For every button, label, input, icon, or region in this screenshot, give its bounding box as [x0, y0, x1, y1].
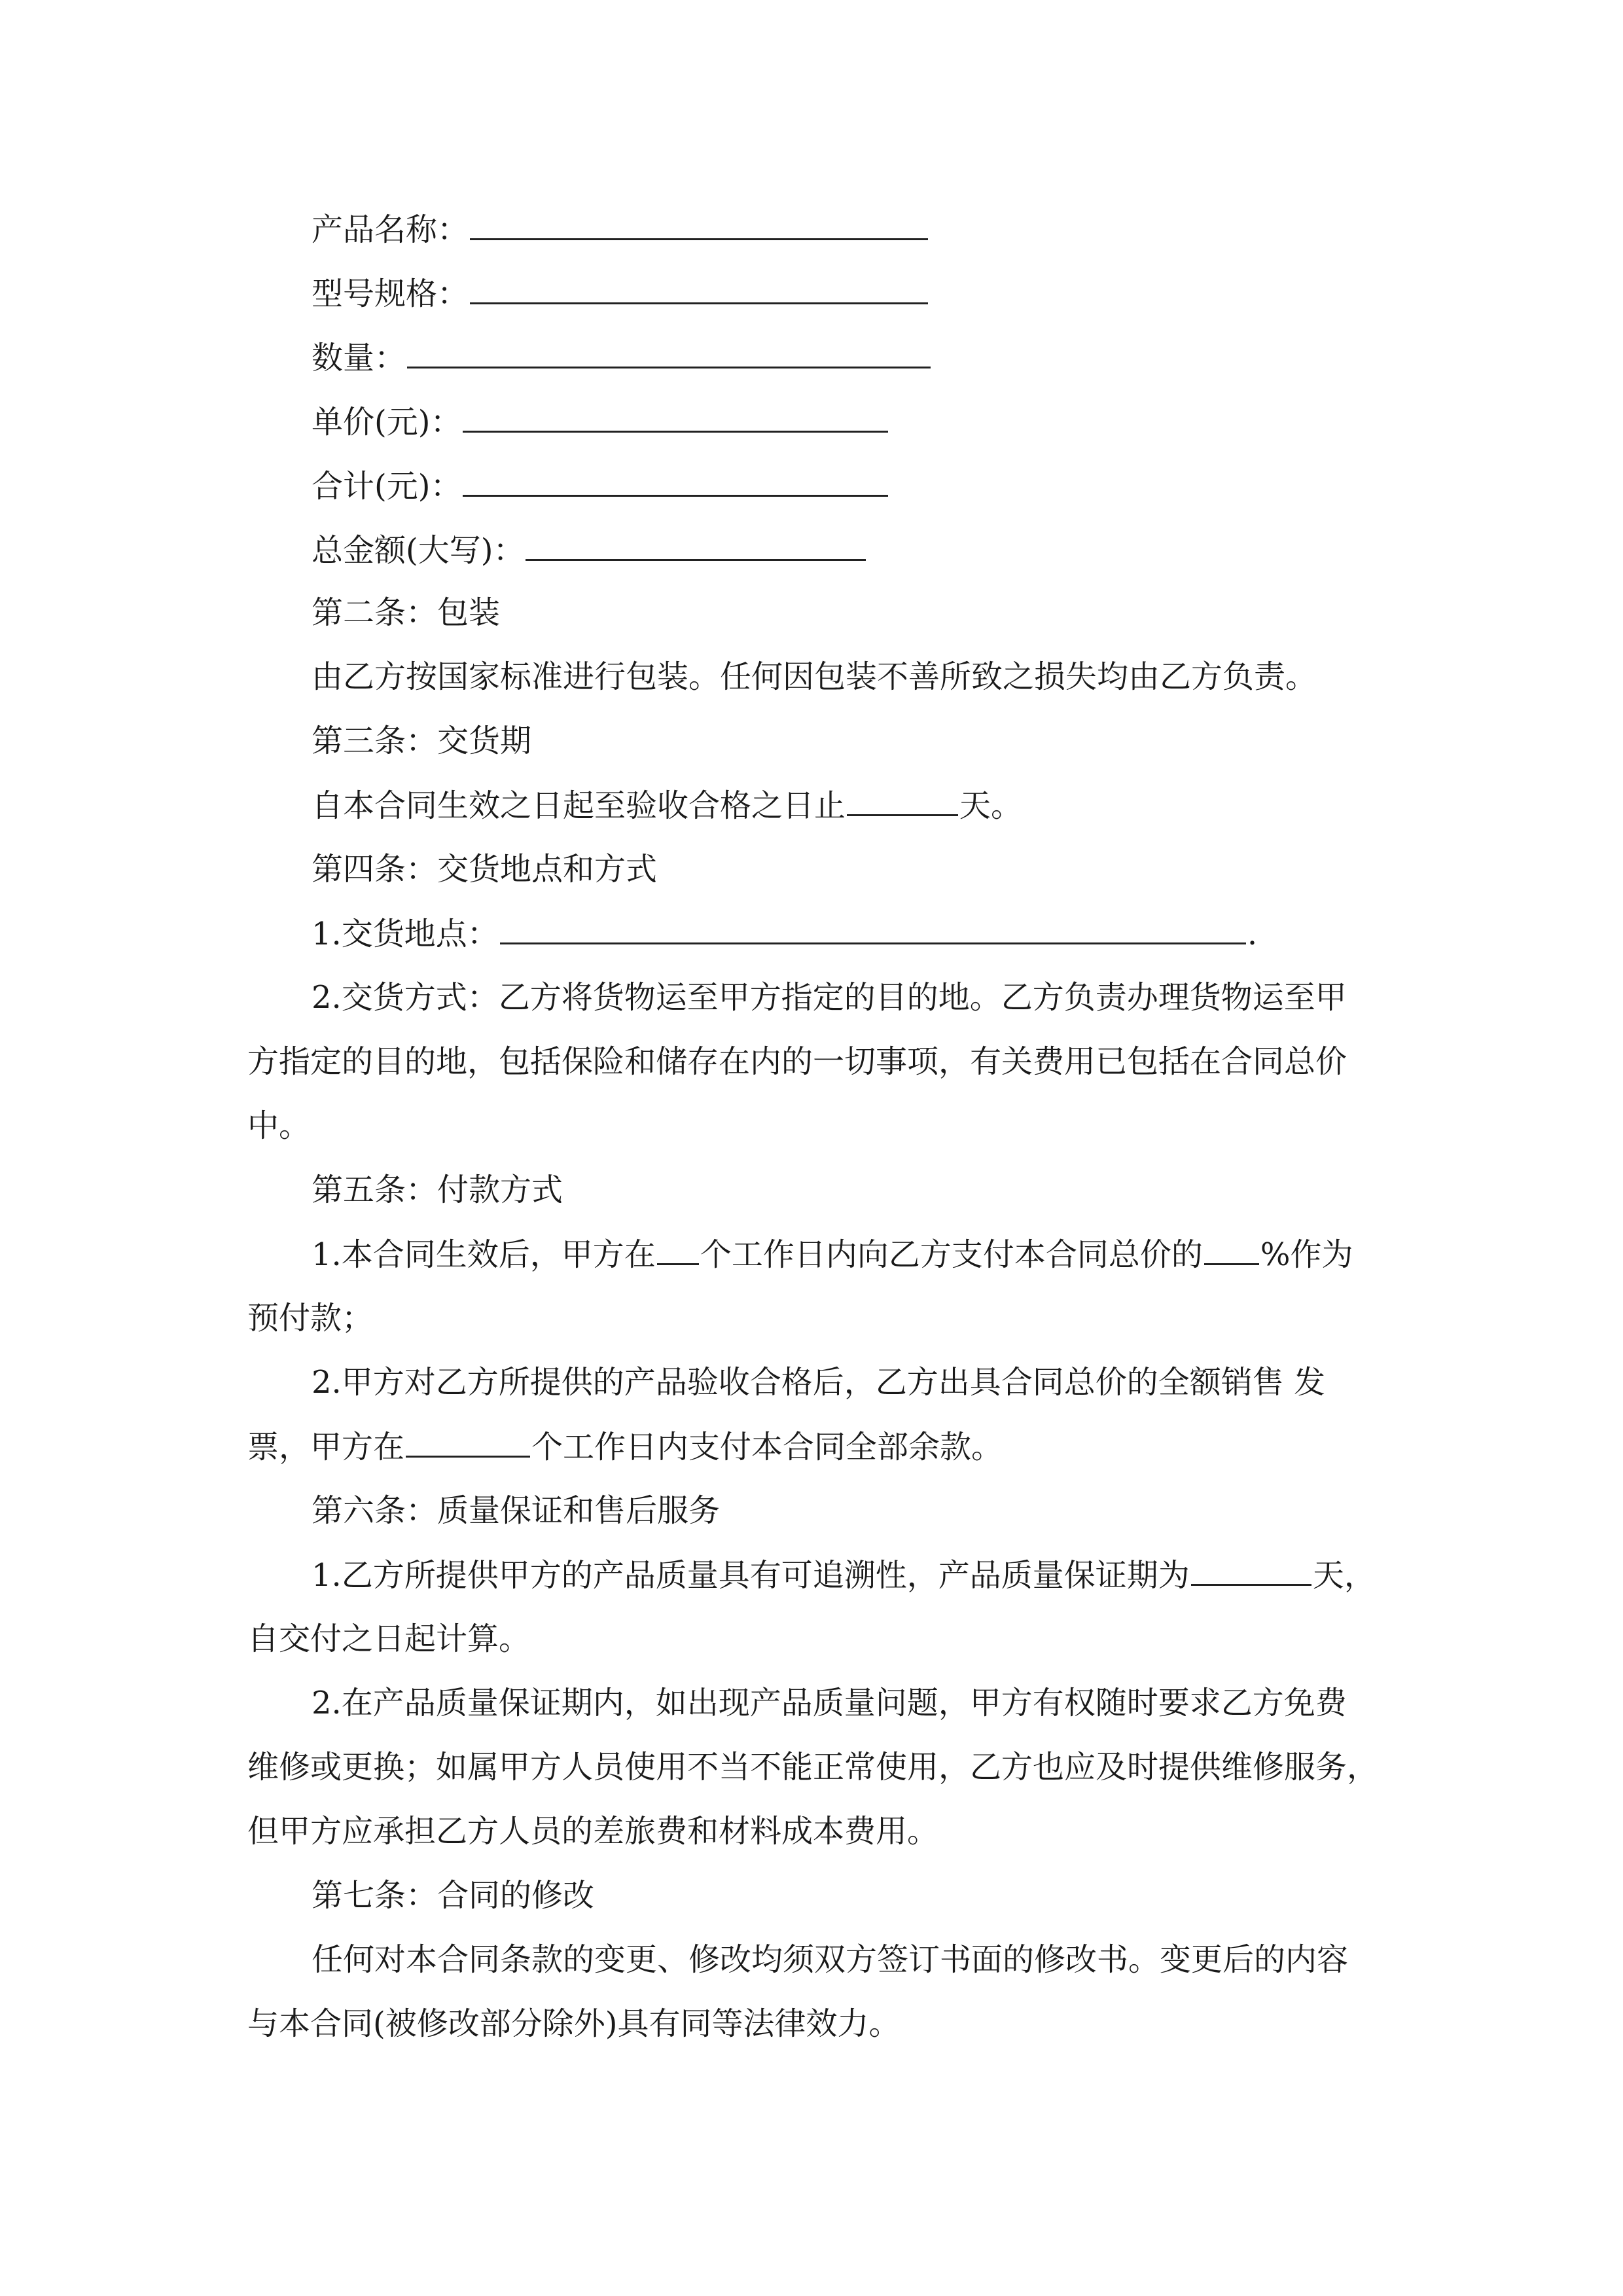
blank-line	[657, 1234, 699, 1265]
article4-title: 第四条：交货地点和方式	[312, 851, 658, 888]
blank-line	[1191, 1555, 1311, 1586]
article6-item2-line1: 2.在产品质量保证期内，如出现产品质量问题，甲方有权随时要求乙方免费	[312, 1685, 1347, 1721]
article2-text: 由乙方按国家标准进行包装。任何因包装不善所致之损失均由乙方负责。	[312, 658, 1317, 695]
article6-item1-b: 天，	[1312, 1557, 1376, 1594]
field-label: 产品名称：	[312, 211, 469, 248]
blank-line	[463, 466, 888, 497]
article7-title: 第七条：合同的修改	[312, 1877, 595, 1914]
field-model-spec	[312, 274, 1386, 313]
blank-line	[470, 274, 928, 304]
blank-line	[407, 338, 931, 368]
field-quantity	[312, 338, 1386, 377]
field-label: 型号规格：	[312, 276, 469, 312]
article5-item1-a: 1.本合同生效后，甲方在	[312, 1236, 656, 1273]
article7-line2: 与本合同(被修改部分除外)具有同等法律效力。	[247, 2005, 901, 2042]
article4-item2-line2: 方指定的目的地，包括保险和储存在内的一切事项，有关费用已包括在合同总价	[247, 1043, 1347, 1080]
article5-item1-line2: 预付款；	[247, 1300, 374, 1336]
blank-line	[470, 209, 928, 240]
article5-title: 第五条：付款方式	[312, 1172, 563, 1208]
article5-item1	[312, 1234, 1386, 1274]
field-total-uppercase	[312, 530, 1386, 569]
article5-item1-c: %作为	[1260, 1236, 1353, 1273]
field-product-name	[312, 209, 1386, 249]
article6-item1	[312, 1555, 1386, 1594]
article4-item2-line3: 中。	[247, 1107, 311, 1144]
article3-title: 第三条：交货期	[312, 723, 532, 759]
article2-title: 第二条：包装	[312, 594, 501, 631]
article3-text	[312, 785, 1386, 825]
field-label: 单价(元)：	[312, 404, 462, 440]
article3-text-b: 天。	[959, 787, 1023, 824]
article5-item2-line1: 2.甲方对乙方所提供的产品验收合格后，乙方出具合同总价的全额销售 发	[312, 1364, 1326, 1401]
blank-line	[500, 914, 1246, 944]
field-label: 数量：	[312, 340, 406, 376]
article6-title: 第六条：质量保证和售后服务	[312, 1492, 721, 1529]
blank-line	[526, 530, 866, 561]
article6-item2-line2: 维修或更换；如属甲方人员使用不当不能正常使用，乙方也应及时提供维修服务，	[247, 1749, 1379, 1785]
article6-item1-line2: 自交付之日起计算。	[247, 1621, 531, 1657]
article7-line1: 任何对本合同条款的变更、修改均须双方签订书面的修改书。变更后的内容	[312, 1941, 1349, 1978]
article4-item2-line1: 2.交货方式：乙方将货物运至甲方指定的目的地。乙方负责办理货物运至甲	[312, 979, 1347, 1016]
blank-line	[406, 1427, 530, 1458]
article3-text-a: 自本合同生效之日起至验收合格之日止	[312, 787, 846, 824]
article5-item2-b: 个工作日内支付本合同全部余款。	[531, 1429, 1003, 1465]
blank-line	[1204, 1234, 1259, 1265]
delivery-place-label: 1.交货地点：	[312, 916, 499, 952]
blank-line	[463, 402, 888, 433]
field-subtotal	[312, 466, 1386, 505]
article4-item1	[312, 914, 1386, 953]
blank-line	[847, 785, 958, 816]
article6-item2-line3: 但甲方应承担乙方人员的差旅费和材料成本费用。	[247, 1813, 939, 1850]
field-label: 合计(元)：	[312, 468, 462, 505]
article6-item1-a: 1.乙方所提供甲方的产品质量具有可追溯性，产品质量保证期为	[312, 1557, 1190, 1594]
article5-item2-a: 票，甲方在	[247, 1429, 405, 1465]
article5-item1-b: 个工作日内向乙方支付本合同总价的	[700, 1236, 1203, 1273]
delivery-place-end: .	[1247, 916, 1258, 952]
article5-item2-line2	[247, 1427, 1386, 1466]
field-label: 总金额(大写)：	[312, 532, 525, 569]
field-unit-price	[312, 402, 1386, 441]
